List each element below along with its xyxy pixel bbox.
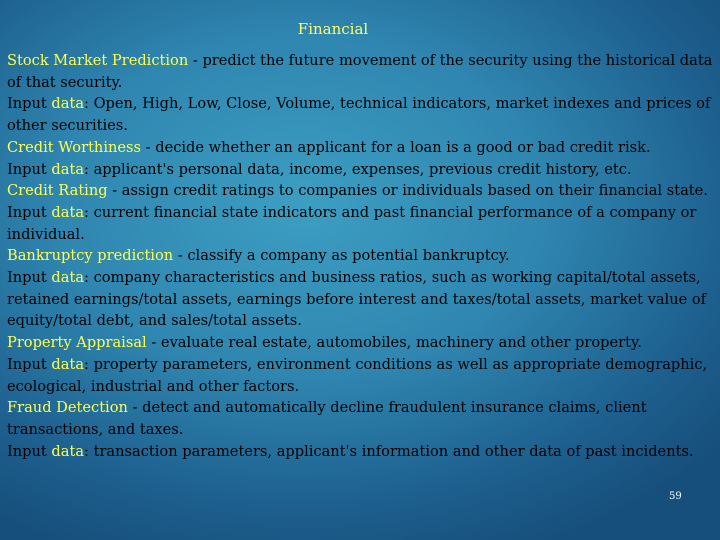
- entry-term: Property Appraisal: [7, 334, 147, 352]
- entry-input: Input data: transaction parameters, applicant's information and other data of past incidents.: [7, 442, 694, 460]
- entry-definition: [7, 397, 718, 440]
- entry-input: Input data: Open, High, Low, Close, Volume, technical indicators, market indexes and prices of other securities.: [7, 95, 711, 135]
- entry-input-text: company characteristics and business ratios, such as working capital/total assets, retained earnings/total assets, earnings before interest and taxes/total assets, market value of equity/total debt, and sales/total assets.: [7, 269, 707, 330]
- input-data-word: data: [51, 95, 85, 113]
- input-label: Input: [7, 203, 47, 221]
- entry-description: - decide whether an applicant for a loan is a good or bad credit risk.: [141, 138, 651, 156]
- page-number: 59: [669, 491, 682, 502]
- slide-content: [7, 50, 718, 462]
- entry-description: - detect and automatically decline fraudulent insurance claims, client transactions, and taxes.: [7, 399, 647, 438]
- input-label: Input: [7, 160, 47, 178]
- input-data-word: data: [51, 442, 85, 460]
- entry-definition: [7, 180, 718, 202]
- entry-term: Credit Rating: [7, 182, 108, 200]
- entry-term: Stock Market Prediction: [7, 52, 189, 69]
- entry-term: Credit Worthiness: [7, 138, 142, 156]
- entry-input: Input data: property parameters, environment conditions as well as appropriate demographic, ecological, industrial and other factors.: [7, 355, 708, 395]
- entry-description: - assign credit ratings to companies or individuals based on their financial state.: [107, 182, 708, 200]
- entry-input: Input data: company characteristics and business ratios, such as working capital/total assets, retained earnings/total assets, earnings before interest and taxes/total assets, market value of equity/total debt, and sales/total assets.: [7, 269, 707, 330]
- entry-input-text: transaction parameters, applicant's information and other data of past incidents.: [88, 442, 694, 460]
- input-label: Input: [7, 95, 47, 113]
- entry-input: Input data: applicant's personal data, income, expenses, previous credit history, etc.: [7, 160, 632, 178]
- entry-input-text: Open, High, Low, Close, Volume, technical indicators, market indexes and prices of other securities.: [7, 95, 711, 135]
- entry-input-text: applicant's personal data, income, expenses, previous credit history, etc.: [88, 160, 632, 178]
- input-data-word: data: [51, 269, 85, 287]
- entry-description: - evaluate real estate, automobiles, machinery and other property.: [146, 334, 642, 352]
- entry-description: - classify a company as potential bankruptcy.: [173, 247, 510, 265]
- entry-description: - predict the future movement of the security using the historical data of that security.: [7, 52, 713, 91]
- entry-input: Input data: current financial state indicators and past financial performance of a company or individual.: [7, 203, 697, 243]
- input-label: Input: [7, 355, 47, 373]
- entry-definition: [7, 245, 718, 267]
- input-label: Input: [7, 269, 47, 287]
- input-label: Input: [7, 442, 47, 460]
- entry-term: Bankruptcy prediction: [7, 247, 174, 265]
- entry-input-text: current financial state indicators and past financial performance of a company or individual.: [7, 203, 697, 243]
- entry-definition: [7, 50, 718, 93]
- entry-definition: [7, 332, 718, 354]
- entry-definition: [7, 137, 718, 159]
- input-data-word: data: [51, 355, 85, 373]
- slide-title: Financial: [297, 20, 369, 38]
- input-data-word: data: [51, 203, 85, 221]
- entry-term: Fraud Detection: [7, 399, 128, 417]
- input-data-word: data: [51, 160, 85, 178]
- entry-input-text: property parameters, environment conditions as well as appropriate demographic, ecological, industrial and other factors.: [7, 355, 708, 395]
